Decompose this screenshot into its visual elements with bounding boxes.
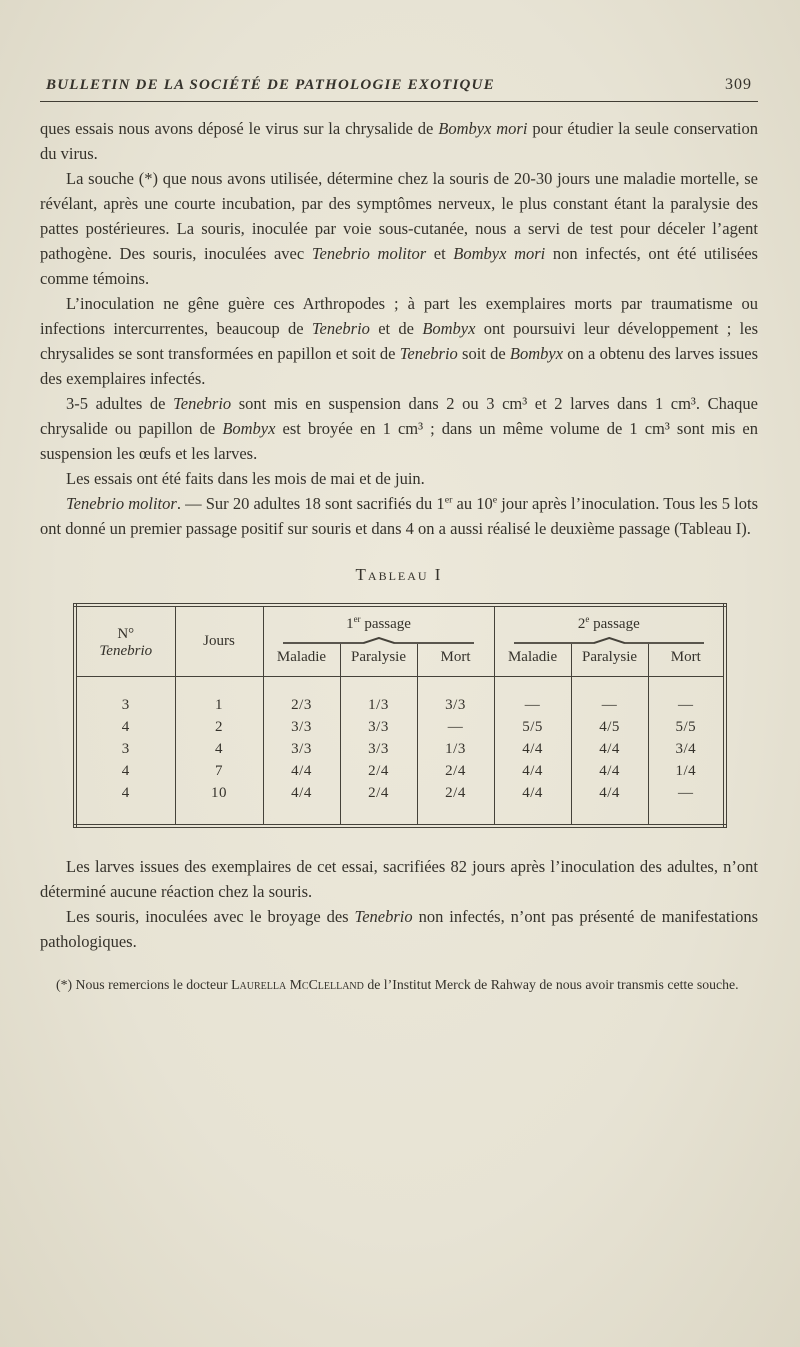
text-segment: non infectés, n’ont pas présenté de manifestations pathologiques.: [40, 907, 758, 951]
text-segment: L’inoculation ne gêne guère ces Arthropodes ; à part les exemplaires morts par traumatisme ou infections intercurrentes, beaucoup de: [40, 294, 758, 338]
col-header-jours: Jours: [175, 605, 263, 677]
footnote: [40, 974, 758, 995]
table-cell: 4/4: [571, 739, 648, 761]
text-segment: Bombyx mori: [453, 244, 546, 263]
paragraph: [40, 166, 758, 291]
text-segment: au 10: [452, 494, 493, 513]
text-segment: Bombyx: [509, 344, 564, 363]
text-segment: passage: [589, 616, 640, 632]
text-segment: Tenebrio molitor: [311, 244, 427, 263]
table-cell: 2/4: [340, 761, 417, 783]
paragraph: [40, 854, 758, 904]
table-cell: 3/3: [263, 717, 340, 739]
col-header-maladie-1: Maladie: [263, 644, 340, 677]
col-header-mort-2: Mort: [648, 644, 725, 677]
text-segment: er: [444, 494, 453, 506]
text-segment: passage: [360, 616, 411, 632]
table-cell: 2/4: [417, 761, 494, 783]
col-group-premier-passage: [263, 605, 494, 644]
table-cell: 5/5: [648, 717, 725, 739]
table-cell: 10: [175, 783, 263, 827]
table-cell: —: [494, 677, 571, 717]
table-cell: 1/3: [417, 739, 494, 761]
text-segment: Tenebrio: [173, 394, 232, 413]
text-segment: Bombyx: [422, 319, 476, 338]
page-header: [40, 76, 758, 102]
text-segment: soit de: [457, 344, 510, 363]
table-cell: 4: [75, 717, 175, 739]
text-segment: e: [585, 614, 590, 624]
group-label-premier-passage: [270, 616, 488, 633]
table-cell: —: [417, 717, 494, 739]
table-wrap: [73, 603, 725, 828]
table-cell: 3: [75, 739, 175, 761]
text-segment: ques essais nous avons déposé le virus sur la chrysalide de: [40, 119, 439, 138]
text-segment: jour après l’inoculation. Tous les 5 lots ont donné un premier passage positif sur souris et dans 4 on a aussi réalisé le deuxième passage (Tableau I).: [40, 494, 758, 538]
text-segment: et: [426, 244, 454, 263]
table-cell: 4/4: [263, 761, 340, 783]
paragraph: [40, 291, 758, 391]
table-cell: 5/5: [494, 717, 571, 739]
table-row: [75, 761, 725, 783]
col-header-no: N°: [117, 625, 135, 642]
text-segment: La souche (*) que nous avons utilisée, détermine chez la souris de 20-30 jours une maladie mortelle, se révélant, après une courte incubation, par des symptômes nerveux, le plus constant étant la paralysie des pattes postérieures. La souris, inoculée par voie sous-cutanée, nous a servi de test pour déceler l’agent pathogène. Des souris, inoculées avec: [40, 169, 758, 263]
group-label-deuxieme-passage: [501, 616, 718, 633]
paragraph: [40, 491, 758, 541]
col-header-mort-1: Mort: [417, 644, 494, 677]
text-segment: non infectés, ont été utilisées comme témoins.: [40, 244, 758, 288]
table-cell: 2/4: [340, 783, 417, 827]
text-segment: Les souris, inoculées avec le broyage des: [66, 907, 355, 926]
table-cell: —: [648, 783, 725, 827]
table-cell: 2: [175, 717, 263, 739]
col-header-maladie-2: Maladie: [494, 644, 571, 677]
text-segment: 1: [346, 616, 354, 632]
paragraph: [40, 904, 758, 954]
table-cell: 3/3: [263, 739, 340, 761]
col-group-deuxieme-passage: [494, 605, 725, 644]
table-row: [75, 783, 725, 827]
text-segment: 3-5 adultes de: [66, 394, 174, 413]
text-segment: Bombyx: [222, 419, 276, 438]
table-cell: —: [571, 677, 648, 717]
text-segment: Tenebrio: [354, 907, 413, 926]
table-cell: 4: [175, 739, 263, 761]
text-segment: et de: [369, 319, 423, 338]
col-header-paralysie-1: Paralysie: [340, 644, 417, 677]
table-cell: 4/4: [571, 761, 648, 783]
table-cell: 3: [75, 677, 175, 717]
table-cell: 4/4: [494, 739, 571, 761]
table-cell: 4/4: [494, 783, 571, 827]
overbrace-rule: [283, 637, 475, 644]
table-cell: 3/3: [417, 677, 494, 717]
text-segment: sont mis en suspension dans 2 ou 3 cm³ et 2 larves dans 1 cm³. Chaque chrysalide ou papillon de: [40, 394, 759, 438]
table-cell: 3/3: [340, 717, 417, 739]
paragraph: [40, 391, 758, 466]
paragraph: [40, 466, 758, 491]
table-cell: 4: [75, 783, 175, 827]
journal-title: BULLETIN DE LA SOCIÉTÉ DE PATHOLOGIE EXOTIQUE: [46, 77, 495, 93]
table-caption: Tableau I: [355, 565, 443, 584]
text-segment: Les essais ont été faits dans les mois de mai et de juin.: [66, 469, 425, 488]
table-row: [75, 739, 725, 761]
col-header-tenebrio: Tenebrio: [99, 642, 153, 659]
text-segment: 2: [577, 616, 586, 632]
text-segment: est broyée en 1 cm³ ; dans un même volume de 1 cm³ sont mis en suspension les œufs et les larves.: [40, 419, 758, 463]
table-cell: 1: [175, 677, 263, 717]
text-segment: pour étudier la seule conservation du virus.: [40, 119, 758, 163]
text-segment: e: [492, 494, 498, 506]
page-number: 309: [725, 76, 752, 93]
text-segment: ont poursuivi leur développement ; les chrysalides se sont transformées en papillon et soit de: [40, 319, 759, 363]
col-header-paralysie-2: Paralysie: [571, 644, 648, 677]
text-segment: Laurella McClelland: [231, 977, 364, 992]
table-cell: 4/4: [494, 761, 571, 783]
table-cell: 7: [175, 761, 263, 783]
col-header-no-tenebrio: [75, 605, 175, 677]
overbrace-rule: [514, 637, 705, 644]
table-header: [75, 605, 725, 677]
text-segment: Tenebrio: [311, 319, 370, 338]
table-cell: 3/4: [648, 739, 725, 761]
table-cell: 3/3: [340, 739, 417, 761]
text-segment: on a obtenu des larves issues des exemplaires infectés.: [40, 344, 758, 388]
body-text-after-table: [40, 854, 758, 954]
table-cell: 1/3: [340, 677, 417, 717]
table-row: [75, 677, 725, 717]
table-cell: 2/3: [263, 677, 340, 717]
text-segment: Bombyx mori: [438, 119, 528, 138]
table-cell: 1/4: [648, 761, 725, 783]
text-segment: Les larves issues des exemplaires de cet essai, sacrifiées 82 jours après l’inoculation des adultes, n’ont déterminé aucune réaction chez la souris.: [40, 857, 758, 901]
body-text: [40, 116, 758, 541]
table-cell: —: [648, 677, 725, 717]
text-segment: er: [353, 614, 361, 624]
text-segment: Tenebrio molitor: [66, 494, 177, 513]
table-body: [75, 677, 725, 827]
table-cell: 4/5: [571, 717, 648, 739]
results-table: [73, 603, 727, 828]
text-segment: . — Sur 20 adultes 18 sont sacrifiés du 1: [176, 494, 445, 513]
table-row: [75, 717, 725, 739]
paragraph: [40, 116, 758, 166]
table-cell: 2/4: [417, 783, 494, 827]
table-cell: 4/4: [263, 783, 340, 827]
table-cell: 4: [75, 761, 175, 783]
table-cell: 4/4: [571, 783, 648, 827]
text-segment: Tenebrio: [399, 344, 458, 363]
text-segment: de l’Institut Merck de Rahway de nous avoir transmis cette souche.: [363, 977, 739, 992]
text-segment: (*) Nous remercions le docteur: [56, 977, 232, 992]
